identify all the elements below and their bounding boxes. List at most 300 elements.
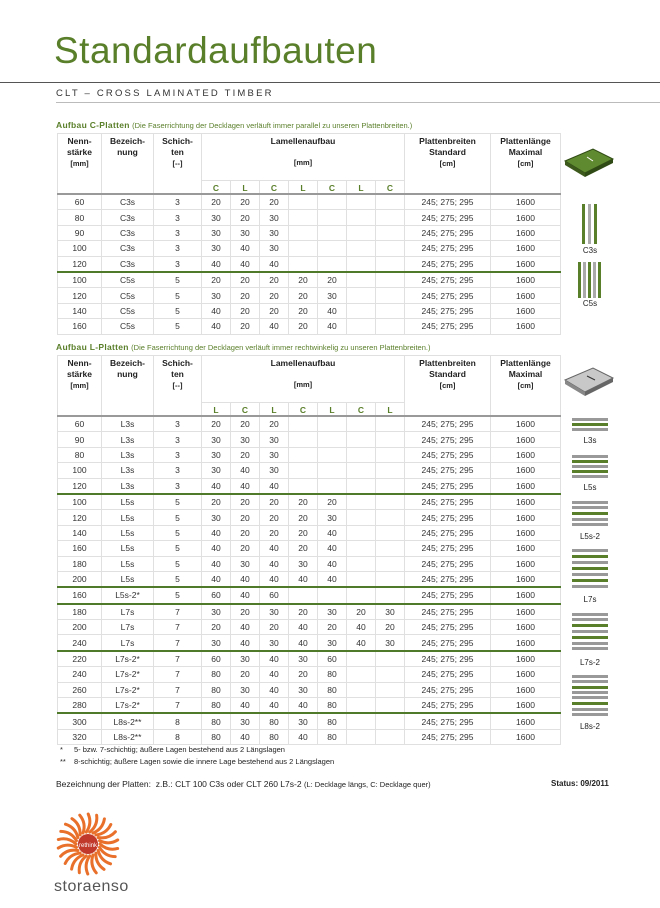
- l7s-2-layer-diagram: [572, 612, 608, 656]
- table-cell: 245; 275; 295: [405, 510, 491, 525]
- table-cell: 7: [154, 682, 202, 697]
- table-cell: 30: [260, 635, 289, 651]
- table-cell: L5s: [102, 556, 154, 571]
- table-cell: 1600: [491, 288, 561, 303]
- table-cell: 40: [231, 571, 260, 587]
- table-cell: 40: [231, 698, 260, 714]
- header-line: Maximal: [508, 147, 543, 157]
- header-cell: [58, 356, 102, 417]
- table-cell: C3s: [102, 256, 154, 272]
- table-cell: 5: [154, 587, 202, 603]
- table-cell: 140: [58, 525, 102, 540]
- table-cell: L5s: [102, 494, 154, 510]
- table-cell: C5s: [102, 303, 154, 318]
- table-cell: 20: [289, 667, 318, 682]
- table-cell: 245; 275; 295: [405, 447, 491, 462]
- table-cell: 40: [289, 571, 318, 587]
- table-cell: [318, 463, 347, 478]
- table-cell: [376, 319, 405, 334]
- table-cell: [376, 556, 405, 571]
- table-cell: L7s-2*: [102, 682, 154, 697]
- table-row: [58, 587, 561, 603]
- c5s-layer-diagram: [576, 262, 604, 298]
- table-row: [58, 241, 561, 256]
- header-line: Standard: [429, 147, 466, 157]
- table-cell: 30: [202, 432, 231, 447]
- table-cell: 200: [58, 620, 102, 635]
- table-row: [58, 651, 561, 667]
- table-cell: [347, 541, 376, 556]
- l5s-layer-diagram: [572, 454, 608, 480]
- table-cell: 30: [202, 510, 231, 525]
- table-cell: 20: [289, 494, 318, 510]
- header-cell: [102, 134, 154, 195]
- table-cell: 30: [260, 604, 289, 620]
- table-cell: 40: [260, 682, 289, 697]
- table-cell: 1600: [491, 447, 561, 462]
- header-line: Lamellenaufbau: [270, 136, 336, 146]
- table-cell: 245; 275; 295: [405, 288, 491, 303]
- table-cell: L7s-2*: [102, 651, 154, 667]
- table-cell: 40: [260, 478, 289, 494]
- l5s-label: L5s: [583, 483, 597, 492]
- table-row: [58, 272, 561, 288]
- table-cell: 20: [260, 620, 289, 635]
- table-cell: 80: [318, 729, 347, 744]
- table-cell: [376, 667, 405, 682]
- table-cell: 260: [58, 682, 102, 697]
- table-cell: [347, 272, 376, 288]
- table-cell: 80: [202, 729, 231, 744]
- table-cell: [347, 256, 376, 272]
- table-cell: [347, 463, 376, 478]
- table-cell: 40: [318, 303, 347, 318]
- c-panel-3d-icon: [563, 133, 615, 179]
- table-cell: 20: [231, 319, 260, 334]
- logo-ray: [100, 844, 118, 849]
- table-cell: [347, 447, 376, 462]
- table-cell: [347, 494, 376, 510]
- table-cell: 30: [202, 447, 231, 462]
- header-line: Standard: [429, 369, 466, 379]
- footnote-marker: *: [60, 745, 63, 754]
- table-cell: 1600: [491, 651, 561, 667]
- table-cell: [289, 256, 318, 272]
- header-cell: [58, 134, 102, 195]
- table-cell: 1600: [491, 494, 561, 510]
- table-cell: 30: [231, 432, 260, 447]
- table-cell: 20: [231, 303, 260, 318]
- table-cell: 40: [260, 667, 289, 682]
- example-note: (L: Decklage längs, C: Decklage quer): [303, 780, 431, 789]
- table-cell: 20: [376, 620, 405, 635]
- table-cell: 1600: [491, 194, 561, 210]
- table-cell: 245; 275; 295: [405, 432, 491, 447]
- table-header-row: [58, 134, 561, 181]
- table-cell: 245; 275; 295: [405, 682, 491, 697]
- table-cell: 40: [347, 635, 376, 651]
- table-cell: 30: [376, 604, 405, 620]
- header-line: nung: [117, 147, 138, 157]
- table-cell: [289, 241, 318, 256]
- layer-direction-cell: C: [376, 181, 405, 195]
- header-unit: [--]: [172, 159, 183, 168]
- status-date: Status: 09/2011: [551, 779, 609, 788]
- table-cell: 40: [202, 303, 231, 318]
- table-cell: 5: [154, 541, 202, 556]
- table-cell: 20: [231, 494, 260, 510]
- table-row: [58, 571, 561, 587]
- table-cell: [376, 478, 405, 494]
- logo-ray: [58, 839, 76, 844]
- table-cell: 1600: [491, 525, 561, 540]
- table-cell: 1600: [491, 225, 561, 240]
- table-cell: 7: [154, 698, 202, 714]
- table-cell: 40: [202, 571, 231, 587]
- table-cell: 245; 275; 295: [405, 713, 491, 729]
- table-cell: 180: [58, 556, 102, 571]
- header-line: Schich-: [162, 358, 193, 368]
- table-cell: L7s: [102, 620, 154, 635]
- table-cell: 1600: [491, 635, 561, 651]
- table-cell: 160: [58, 587, 102, 603]
- table-cell: [289, 416, 318, 432]
- header-cell: [102, 356, 154, 417]
- table-cell: 3: [154, 432, 202, 447]
- table-cell: 40: [289, 620, 318, 635]
- table-cell: [347, 587, 376, 603]
- layer-direction-cell: C: [260, 181, 289, 195]
- layer-direction-cell: C: [231, 403, 260, 417]
- header-unit: [mm]: [70, 159, 89, 168]
- table-cell: [347, 194, 376, 210]
- header-line: Lamellenaufbau: [270, 358, 336, 368]
- table-cell: 80: [260, 713, 289, 729]
- table-cell: [376, 194, 405, 210]
- table-cell: [347, 510, 376, 525]
- table-cell: 80: [202, 698, 231, 714]
- section-l-heading: [56, 342, 430, 352]
- table-cell: 1600: [491, 556, 561, 571]
- header-line: stärke: [66, 369, 93, 379]
- table-cell: 20: [231, 447, 260, 462]
- l3s-label: L3s: [583, 436, 597, 445]
- table-cell: L5s: [102, 571, 154, 587]
- example-label: Bezeichnung der Platten:: [56, 779, 151, 789]
- table-cell: [376, 256, 405, 272]
- header-cell: [202, 356, 405, 403]
- table-cell: [376, 651, 405, 667]
- table-cell: [347, 288, 376, 303]
- table-cell: [318, 210, 347, 225]
- table-cell: [318, 225, 347, 240]
- l7s-layer-diagram: [572, 548, 608, 592]
- table-row: [58, 319, 561, 334]
- table-cell: 30: [231, 225, 260, 240]
- table-cell: 30: [202, 288, 231, 303]
- header-cell: [154, 134, 202, 195]
- table-cell: [347, 667, 376, 682]
- table-cell: [347, 682, 376, 697]
- table-cell: C5s: [102, 272, 154, 288]
- table-cell: 245; 275; 295: [405, 256, 491, 272]
- l-panels-table: [57, 355, 561, 745]
- logo-ray: [100, 840, 118, 843]
- table-cell: 20: [202, 620, 231, 635]
- table-cell: 160: [58, 541, 102, 556]
- table-cell: 40: [318, 319, 347, 334]
- table-cell: 60: [260, 587, 289, 603]
- logo-ray: [58, 845, 76, 848]
- table-row: [58, 432, 561, 447]
- table-cell: L7s: [102, 635, 154, 651]
- c3s-layer-diagram: [580, 204, 600, 244]
- table-cell: [347, 651, 376, 667]
- table-cell: 320: [58, 729, 102, 744]
- table-cell: C3s: [102, 210, 154, 225]
- table-cell: 100: [58, 272, 102, 288]
- table-cell: 1600: [491, 416, 561, 432]
- header-line: Plattenbreiten: [419, 358, 476, 368]
- table-cell: 20: [231, 416, 260, 432]
- logo-ray: [86, 856, 90, 874]
- table-cell: 3: [154, 194, 202, 210]
- header-line: Plattenlänge: [500, 136, 551, 146]
- table-cell: 245; 275; 295: [405, 478, 491, 494]
- table-cell: [347, 303, 376, 318]
- table-cell: 30: [318, 288, 347, 303]
- table-cell: [289, 463, 318, 478]
- table-cell: 80: [318, 682, 347, 697]
- table-cell: 90: [58, 432, 102, 447]
- table-cell: [376, 225, 405, 240]
- header-line: Plattenlänge: [500, 358, 551, 368]
- table-cell: 60: [318, 651, 347, 667]
- l5s-2-layer-diagram: [572, 500, 608, 530]
- table-cell: 1600: [491, 478, 561, 494]
- table-cell: 60: [202, 587, 231, 603]
- table-cell: [318, 416, 347, 432]
- table-cell: 1600: [491, 241, 561, 256]
- layer-direction-cell: C: [289, 403, 318, 417]
- table-row: [58, 210, 561, 225]
- header-cell: [405, 356, 491, 417]
- table-cell: 1600: [491, 272, 561, 288]
- table-cell: 245; 275; 295: [405, 319, 491, 334]
- table-row: [58, 288, 561, 303]
- table-cell: 20: [231, 604, 260, 620]
- table-cell: 20: [260, 194, 289, 210]
- table-cell: 20: [260, 494, 289, 510]
- layer-direction-cell: L: [318, 403, 347, 417]
- table-cell: 20: [260, 272, 289, 288]
- table-cell: C3s: [102, 194, 154, 210]
- section-c-title: Aufbau C-Platten: [56, 120, 130, 130]
- table-cell: 30: [318, 604, 347, 620]
- header-cell: [405, 134, 491, 195]
- table-cell: [289, 447, 318, 462]
- table-cell: 80: [202, 682, 231, 697]
- table-cell: [376, 494, 405, 510]
- table-row: [58, 225, 561, 240]
- table-cell: 180: [58, 604, 102, 620]
- table-cell: [347, 698, 376, 714]
- table-row: [58, 620, 561, 635]
- table-cell: 100: [58, 494, 102, 510]
- table-cell: 40: [289, 635, 318, 651]
- table-cell: [289, 432, 318, 447]
- table-cell: 80: [260, 729, 289, 744]
- table-cell: 20: [260, 303, 289, 318]
- table-cell: 1600: [491, 541, 561, 556]
- table-cell: 5: [154, 272, 202, 288]
- table-cell: 7: [154, 620, 202, 635]
- table-cell: 120: [58, 478, 102, 494]
- c3s-label: C3s: [582, 246, 598, 255]
- table-cell: 40: [202, 478, 231, 494]
- l8s-2-layer-diagram: [572, 674, 608, 718]
- table-cell: 80: [202, 713, 231, 729]
- table-row: [58, 604, 561, 620]
- table-cell: C5s: [102, 319, 154, 334]
- table-cell: 20: [260, 416, 289, 432]
- table-cell: 80: [318, 713, 347, 729]
- l-panel-3d-icon: [563, 358, 615, 398]
- l3s-layer-diagram: [572, 417, 608, 431]
- table-cell: [376, 447, 405, 462]
- footnote-double-star: [60, 757, 334, 766]
- table-cell: [376, 698, 405, 714]
- table-row: [58, 194, 561, 210]
- table-cell: [289, 210, 318, 225]
- table-cell: 40: [260, 698, 289, 714]
- table-row: [58, 478, 561, 494]
- table-cell: 40: [202, 541, 231, 556]
- table-cell: [347, 319, 376, 334]
- table-cell: L5s: [102, 541, 154, 556]
- table-cell: 245; 275; 295: [405, 272, 491, 288]
- header-line: stärke: [66, 147, 93, 157]
- table-cell: [376, 510, 405, 525]
- table-cell: 240: [58, 635, 102, 651]
- table-cell: [318, 432, 347, 447]
- table-cell: 20: [318, 272, 347, 288]
- table-cell: 5: [154, 303, 202, 318]
- table-cell: [347, 713, 376, 729]
- header-line: Maximal: [508, 369, 543, 379]
- header-unit: [mm]: [293, 158, 313, 167]
- table-cell: L5s: [102, 510, 154, 525]
- table-cell: 60: [202, 651, 231, 667]
- table-row: [58, 447, 561, 462]
- header-line: Schich-: [162, 136, 193, 146]
- table-cell: 1600: [491, 682, 561, 697]
- table-cell: 3: [154, 225, 202, 240]
- table-cell: 20: [231, 194, 260, 210]
- table-cell: 5: [154, 571, 202, 587]
- table-cell: L8s-2**: [102, 713, 154, 729]
- table-cell: 20: [202, 416, 231, 432]
- table-cell: 20: [231, 288, 260, 303]
- table-cell: 1600: [491, 210, 561, 225]
- layer-direction-cell: C: [318, 181, 347, 195]
- table-cell: [347, 241, 376, 256]
- table-cell: 280: [58, 698, 102, 714]
- table-cell: [318, 447, 347, 462]
- table-cell: 40: [231, 241, 260, 256]
- table-cell: 5: [154, 525, 202, 540]
- table-cell: 30: [376, 635, 405, 651]
- table-row: [58, 525, 561, 540]
- table-cell: 20: [289, 303, 318, 318]
- table-cell: 120: [58, 510, 102, 525]
- table-header-row: [58, 356, 561, 403]
- table-cell: [376, 416, 405, 432]
- table-cell: 20: [202, 272, 231, 288]
- table-cell: 20: [260, 525, 289, 540]
- table-cell: 300: [58, 713, 102, 729]
- table-cell: 245; 275; 295: [405, 620, 491, 635]
- table-cell: [376, 682, 405, 697]
- l7s-label: L7s: [583, 595, 597, 604]
- layer-direction-cell: L: [347, 181, 376, 195]
- table-cell: 120: [58, 256, 102, 272]
- header-line: ten: [171, 147, 184, 157]
- table-cell: 1600: [491, 729, 561, 744]
- table-cell: 245; 275; 295: [405, 225, 491, 240]
- table-cell: 3: [154, 416, 202, 432]
- table-cell: 30: [260, 447, 289, 462]
- table-cell: 30: [289, 713, 318, 729]
- table-cell: [318, 478, 347, 494]
- table-cell: 245; 275; 295: [405, 729, 491, 744]
- storaenso-logo-icon: [52, 810, 124, 876]
- table-cell: 7: [154, 651, 202, 667]
- table-cell: 245; 275; 295: [405, 571, 491, 587]
- footnote-text: 8-schichtig; äußere Lagen sowie die innere Lage bestehend aus 2 Längslagen: [74, 757, 335, 766]
- table-cell: 20: [289, 604, 318, 620]
- table-cell: 80: [202, 667, 231, 682]
- table-cell: 7: [154, 667, 202, 682]
- title-divider: [0, 82, 660, 83]
- table-cell: 1600: [491, 463, 561, 478]
- table-cell: [347, 210, 376, 225]
- table-cell: [289, 225, 318, 240]
- table-cell: 20: [231, 541, 260, 556]
- example-text: z.B.: CLT 100 C3s oder CLT 260 L7s-2: [155, 779, 302, 789]
- table-cell: 245; 275; 295: [405, 698, 491, 714]
- table-row: [58, 635, 561, 651]
- table-cell: [347, 525, 376, 540]
- table-cell: 40: [202, 256, 231, 272]
- layer-direction-cell: L: [376, 403, 405, 417]
- table-cell: 40: [260, 319, 289, 334]
- header-cell: [202, 134, 405, 181]
- brand-wordmark: storaenso: [54, 878, 129, 895]
- table-cell: [376, 241, 405, 256]
- table-cell: 5: [154, 288, 202, 303]
- table-cell: C3s: [102, 241, 154, 256]
- footnote-single-star: [60, 745, 285, 754]
- table-cell: 3: [154, 478, 202, 494]
- header-line: Nenn-: [67, 136, 92, 146]
- table-cell: 100: [58, 241, 102, 256]
- table-cell: 1600: [491, 571, 561, 587]
- header-line: Plattenbreiten: [419, 136, 476, 146]
- table-cell: 245; 275; 295: [405, 241, 491, 256]
- table-cell: [318, 241, 347, 256]
- table-cell: 20: [231, 525, 260, 540]
